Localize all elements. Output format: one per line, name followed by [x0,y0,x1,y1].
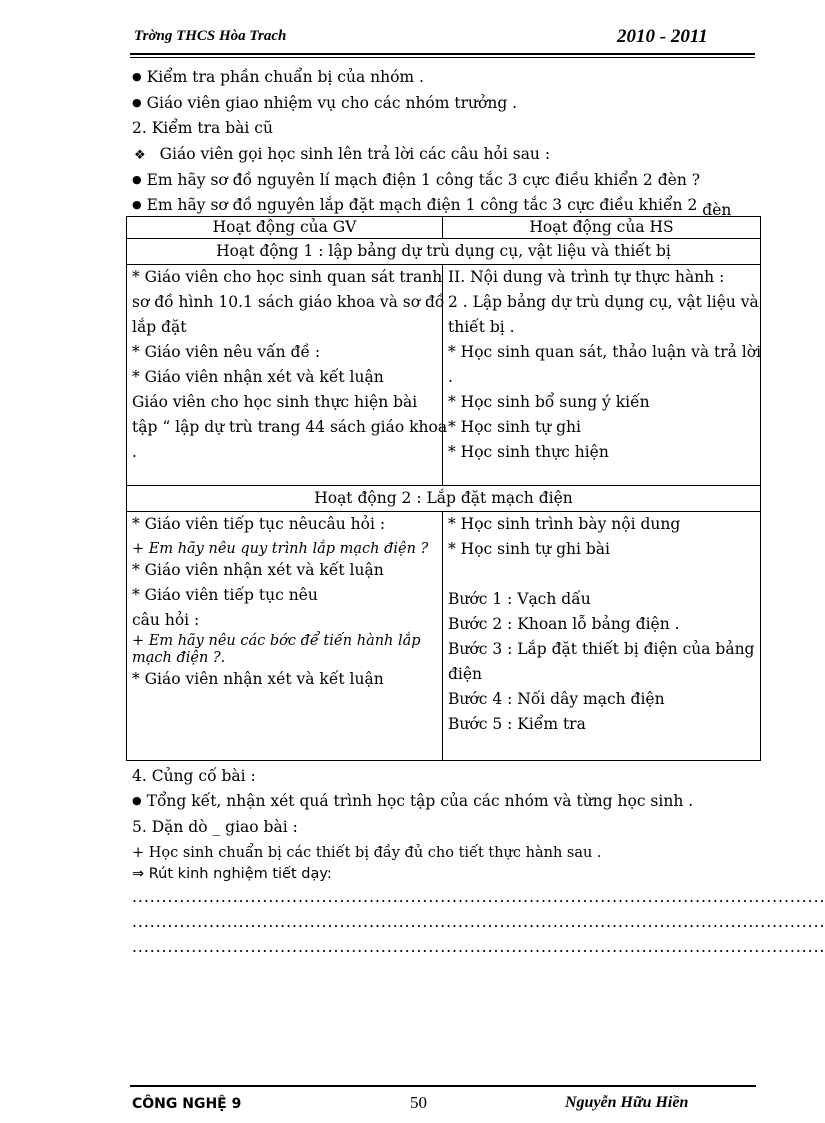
activity-1-title: Hoạt động 1 : lập bảng dự trù dụng cụ, vật liệu và thiết bị [127,239,761,265]
list-item: * Giáo viên tiếp tục nêucâu hỏi : [132,515,386,533]
list-item: tập “ lập dự trù trang 44 sách giáo khoa [132,418,448,436]
check-prep-line: ● Kiểm tra phần chuẩn bị của nhóm . [132,68,424,86]
list-item: * Học sinh trình bày nội dung [448,515,681,533]
dotted-line-3: ..................................................................................................................... [132,938,825,956]
list-item: Bước 2 : Khoan lỗ bảng điện . [448,615,680,633]
dotted-line-2: ..................................................................................................................... [132,913,825,931]
activity-2-row [127,512,761,761]
activity-2-title-row [127,486,761,512]
list-item: Bước 1 : Vạch dấu [448,590,591,608]
list-item: * Học sinh quan sát, thảo luận và trả lời [448,343,762,361]
teacher-question-line: ❖ Giáo viên gọi học sinh lên trả lời các câu hỏi sau : [134,145,551,163]
activity-2-teacher-cell [127,512,443,761]
list-item: * Giáo viên nhận xét và kết luận [132,368,384,386]
list-item: điện [448,665,483,683]
homework-line: + Học sinh chuẩn bị các thiết bị đầy đủ cho tiết thực hành sau . [132,845,602,861]
section-2-heading: 2. Kiểm tra bài cũ [132,119,273,137]
assign-task-line: ● Giáo viên giao nhiệm vụ cho các nhóm trưởng . [132,94,517,112]
summary-line: ● Tổng kết, nhận xét quá trình học tập của các nhóm và từng học sinh . [132,792,693,810]
page-number: 50 [410,1093,427,1112]
list-item: * Học sinh tự ghi [448,418,581,436]
school-name: Trờng THCS Hòa Trach [134,28,287,44]
list-item: thiết bị . [448,318,515,336]
list-item: + Em hãy nêu quy trình lắp mạch điện ? [132,541,429,557]
header-student-activity: Hoạt động của HS [443,217,761,239]
list-item: sơ đồ hình 10.1 sách giáo khoa và sơ đồ [132,293,445,311]
dotted-line-1: ..................................................................................................................... [132,888,825,906]
list-item: * Giáo viên nêu vấn đề : [132,343,321,361]
section-5-heading: 5. Dặn dò _ giao bài : [132,818,298,836]
experience-line: ⇒ Rút kinh nghiệm tiết dạy: [132,866,332,882]
section-4-heading: 4. Củng cố bài : [132,767,256,785]
list-item: * Học sinh tự ghi bài [448,540,610,558]
activity-1-student-cell [443,265,761,486]
list-item: . [448,368,453,386]
activity-1-title-row [127,239,761,265]
list-item: * Giáo viên nhận xét và kết luận [132,670,384,688]
question-2: ● Em hãy sơ đồ nguyên lắp đặt mạch điện 1 công tắc 3 cực điều khiển 2 đèn [132,196,731,214]
list-item: 2 . Lập bảng dự trù dụng cụ, vật liệu và [448,293,759,311]
list-item: * Học sinh thực hiện [448,443,609,461]
header-divider [130,53,755,55]
list-item: * Giáo viên tiếp tục nêu [132,586,318,604]
table-header-row [127,217,761,239]
question-1: ● Em hãy sơ đồ nguyên lí mạch điện 1 công tắc 3 cực điều khiển 2 đèn ? [132,171,700,189]
list-item: Bước 5 : Kiểm tra [448,715,586,733]
list-item: Bước 4 : Nối dây mạch điện [448,690,665,708]
header-divider-thin [130,57,755,58]
diamond-bullet-icon: ❖ [134,148,146,163]
list-item: câu hỏi : [132,611,200,629]
header-teacher-activity: Hoạt động của GV [127,217,443,239]
list-item: lắp đặt [132,318,187,336]
list-item: II. Nội dung và trình tự thực hành : [448,268,725,286]
list-item: * Học sinh bổ sung ý kiến [448,393,650,411]
activity-1-row [127,265,761,486]
activity-1-teacher-cell [127,265,448,486]
activity-table [126,216,761,761]
list-item: mạch điện ?. [132,650,226,666]
activity-2-student-cell [443,512,761,761]
school-year: 2010 - 2011 [617,26,708,47]
list-item: + Em hãy nêu các bớc để tiến hành lắp [132,633,421,649]
subject-name: CÔNG NGHỆ 9 [132,1096,242,1112]
footer-divider [130,1085,756,1087]
list-item: Giáo viên cho học sinh thực hiện bài [132,393,418,411]
list-item: Bước 3 : Lắp đặt thiết bị điện của bảng [448,640,755,658]
activity-2-title: Hoạt động 2 : Lắp đặt mạch điện [127,486,761,512]
list-item: * Giáo viên nhận xét và kết luận [132,561,384,579]
list-item: * Giáo viên cho học sinh quan sát tranh [132,268,443,286]
list-item: . [132,443,137,461]
author-name: Nguyễn Hữu Hiền [565,1094,689,1111]
